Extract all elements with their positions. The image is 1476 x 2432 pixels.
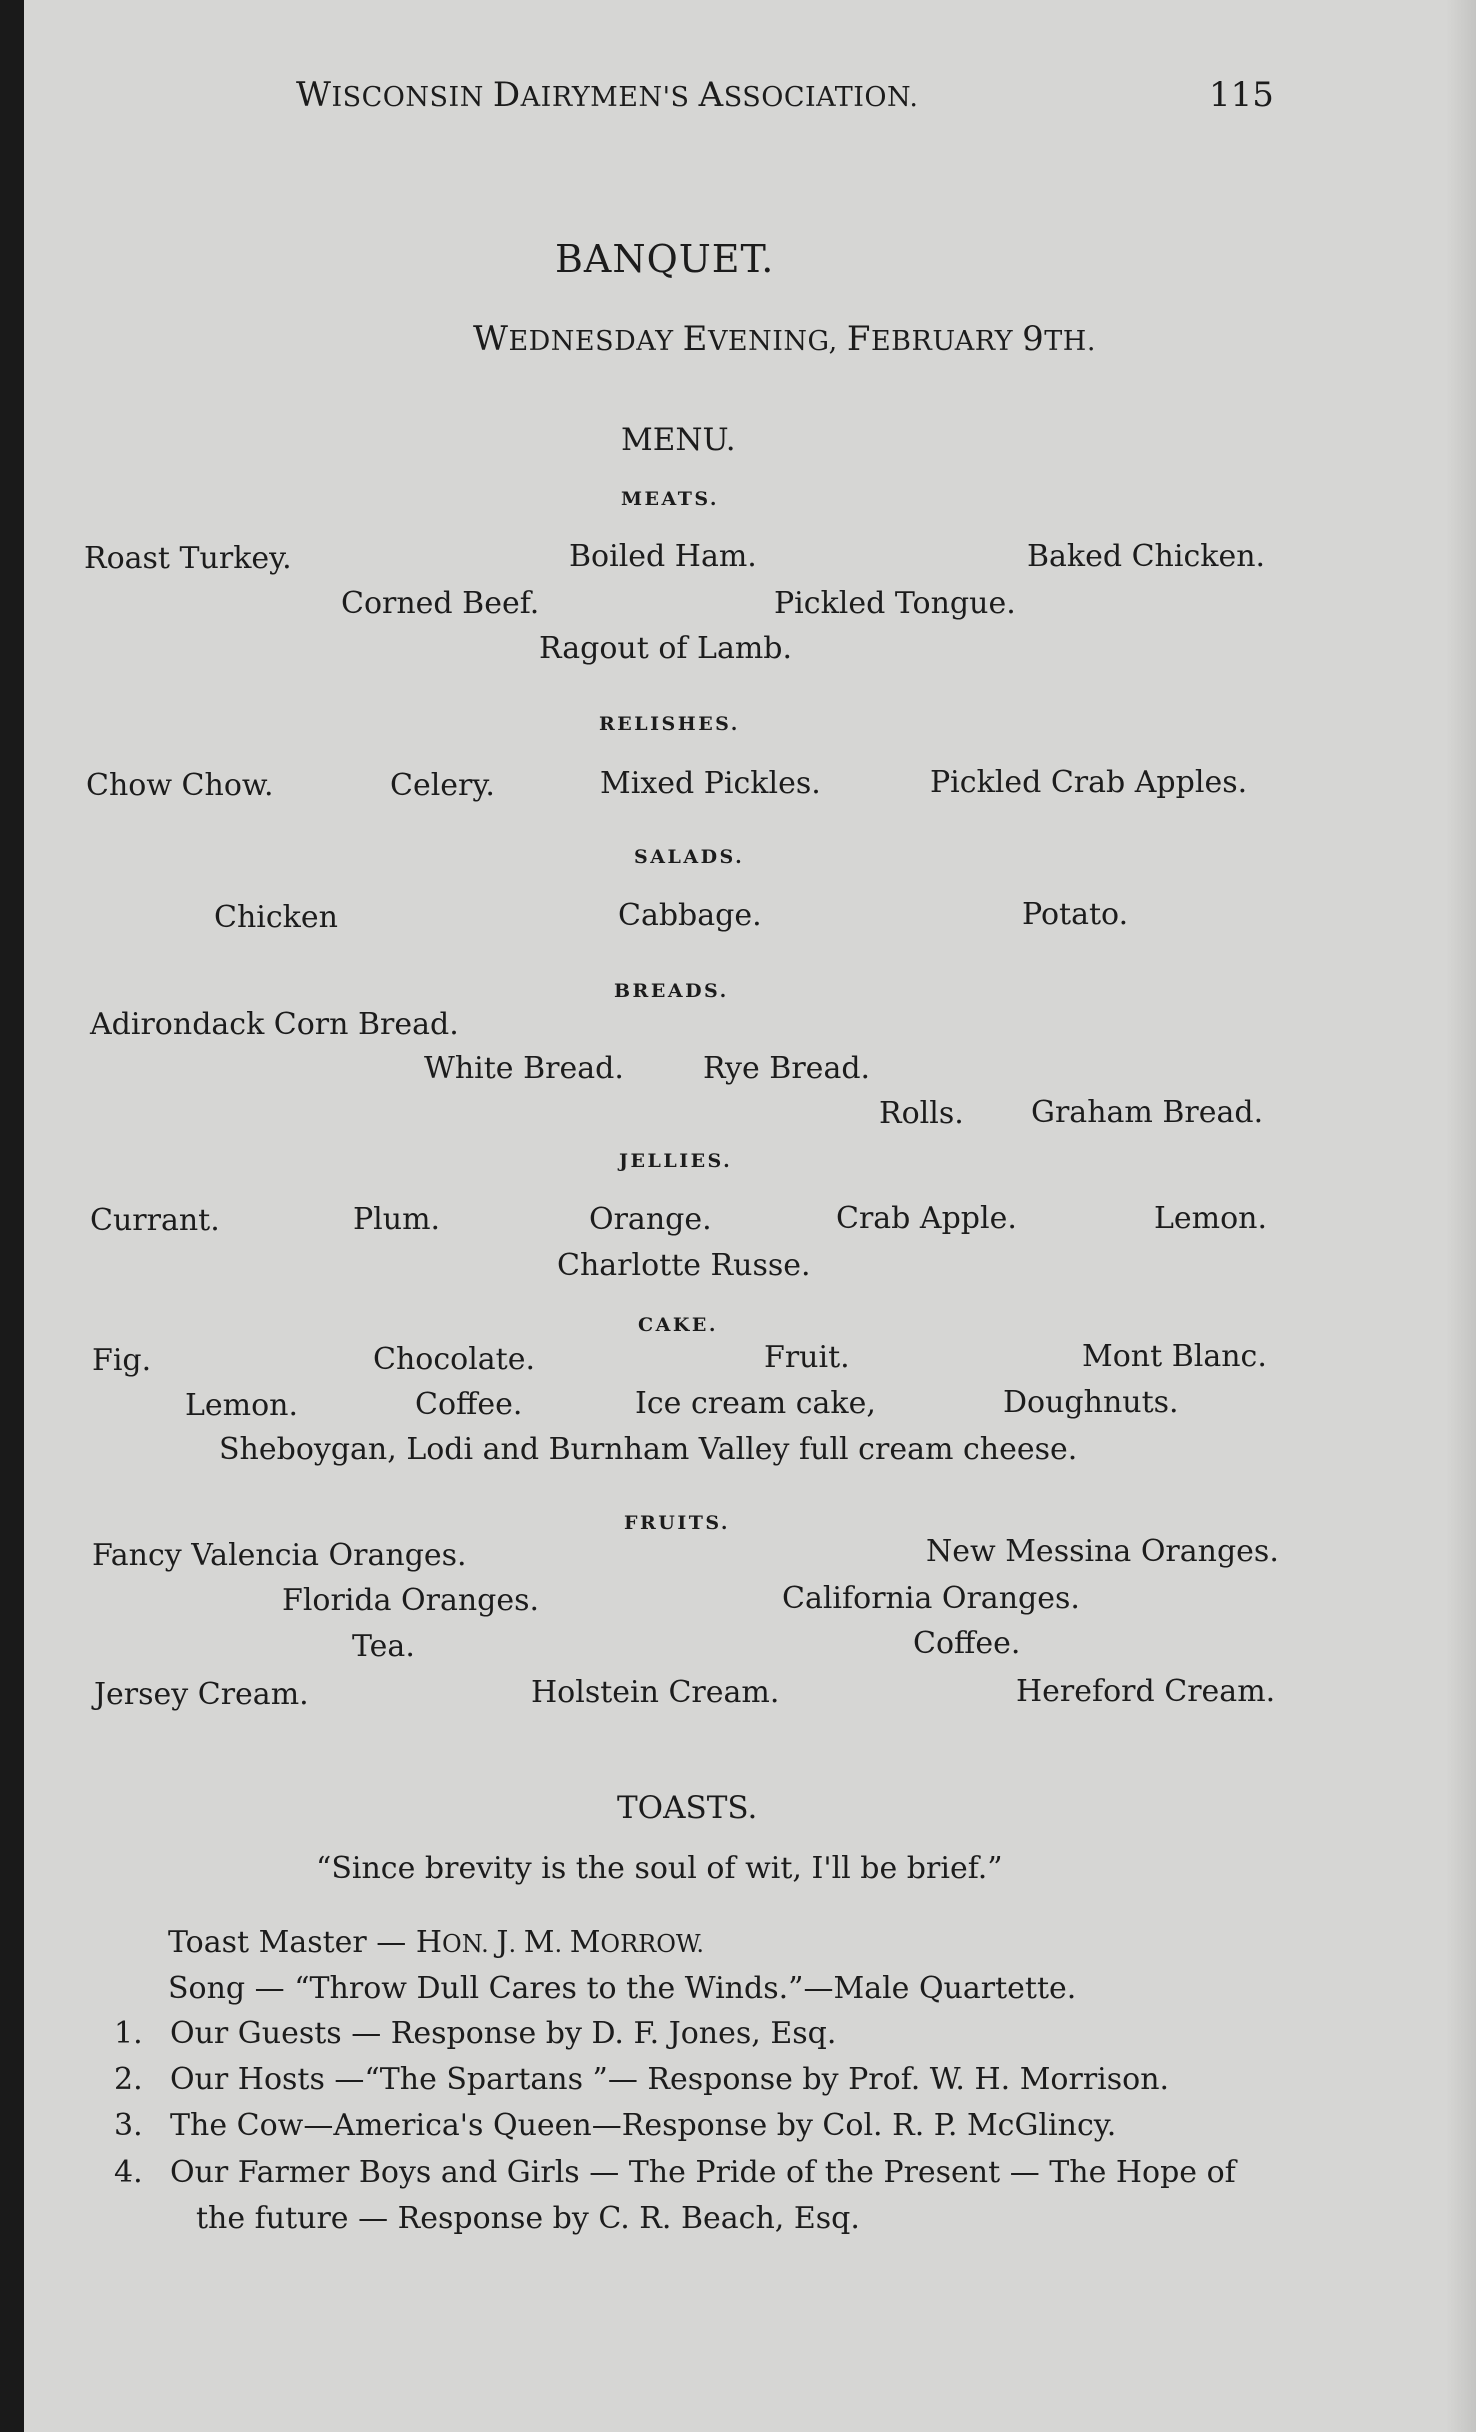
fruit-item: Holstein Cream. — [531, 1675, 780, 1710]
toast-master-line: Toast Master — HON. J. M. MORROW. — [168, 1925, 705, 1960]
cake-item: Sheboygan, Lodi and Burnham Valley full cream cheese. — [219, 1432, 1078, 1467]
fruit-item: Tea. — [352, 1629, 415, 1664]
page-edge-shadow — [1446, 0, 1476, 2432]
salad-item: Potato. — [1022, 897, 1129, 932]
relish-item: Chow Chow. — [86, 768, 274, 803]
menu-heading: MENU. — [621, 422, 736, 458]
toast-number: 4. — [114, 2155, 143, 2190]
cake-item: Coffee. — [415, 1387, 523, 1422]
toast-number: 1. — [114, 2016, 143, 2051]
bread-item: White Bread. — [424, 1051, 624, 1086]
cake-item: Doughnuts. — [1003, 1385, 1179, 1420]
toasts-heading: TOASTS. — [617, 1790, 758, 1826]
cake-item: Ice cream cake, — [635, 1386, 876, 1421]
bread-item: Adirondack Corn Bread. — [90, 1007, 459, 1042]
jellies-heading: JELLIES. — [619, 1150, 733, 1172]
fruit-item: New Messina Oranges. — [926, 1534, 1279, 1569]
bread-item: Graham Bread. — [1031, 1095, 1264, 1130]
toast-number: 3. — [114, 2108, 143, 2143]
meat-item: Pickled Tongue. — [774, 586, 1016, 621]
book-page — [24, 0, 1476, 2432]
cake-item: Chocolate. — [373, 1342, 536, 1377]
jelly-item: Currant. — [90, 1203, 220, 1238]
toast-number: 2. — [114, 2062, 143, 2097]
bread-item: Rye Bread. — [703, 1051, 871, 1086]
bread-item: Rolls. — [879, 1096, 964, 1131]
jelly-item: Crab Apple. — [836, 1201, 1017, 1236]
jelly-item: Plum. — [353, 1202, 441, 1237]
jelly-item: Charlotte Russe. — [557, 1248, 811, 1283]
fruit-item: Fancy Valencia Oranges. — [92, 1538, 467, 1573]
page-number: 115 — [1209, 75, 1274, 115]
fruit-item: Florida Oranges. — [282, 1583, 540, 1618]
cake-item: Mont Blanc. — [1082, 1339, 1267, 1374]
meat-item: Baked Chicken. — [1027, 539, 1266, 574]
meat-item: Boiled Ham. — [569, 539, 757, 574]
toast-item: The Cow—America's Queen—Response by Col. R. P. McGlincy. — [170, 2108, 1117, 2143]
cake-item: Fruit. — [764, 1340, 850, 1375]
fruit-item: California Oranges. — [782, 1581, 1080, 1616]
banquet-date: WEDNESDAY EVENING, FEBRUARY 9TH. — [473, 319, 1096, 359]
running-title: WISCONSIN DAIRYMEN'S ASSOCIATION. — [296, 75, 919, 115]
jelly-item: Orange. — [589, 1202, 712, 1237]
meat-item: Corned Beef. — [341, 586, 540, 621]
relishes-heading: RELISHES. — [599, 713, 740, 735]
toasts-epigraph: “Since brevity is the soul of wit, I'll be brief.” — [316, 1851, 1003, 1886]
salad-item: Chicken — [214, 900, 338, 935]
relish-item: Pickled Crab Apples. — [930, 765, 1248, 800]
meat-item: Ragout of Lamb. — [539, 631, 793, 666]
relish-item: Celery. — [390, 768, 495, 803]
fruit-item: Jersey Cream. — [94, 1677, 309, 1712]
salad-item: Cabbage. — [618, 898, 762, 933]
toast-item: Our Farmer Boys and Girls — The Pride of the Present — The Hope of — [170, 2155, 1236, 2190]
cake-heading: CAKE. — [638, 1314, 718, 1336]
toast-item: Our Guests — Response by D. F. Jones, Esq. — [170, 2016, 837, 2051]
toast-item: Our Hosts —“The Spartans ”— Response by Prof. W. H. Morrison. — [170, 2062, 1170, 2097]
fruit-item: Hereford Cream. — [1016, 1674, 1276, 1709]
meat-item: Roast Turkey. — [84, 541, 292, 576]
song-line: Song — “Throw Dull Cares to the Winds.”—Male Quartette. — [168, 1971, 1077, 2006]
relish-item: Mixed Pickles. — [600, 766, 821, 801]
breads-heading: BREADS. — [614, 980, 729, 1002]
salads-heading: SALADS. — [634, 846, 745, 868]
fruits-heading: FRUITS. — [624, 1512, 731, 1534]
toast-item-continuation: the future — Response by C. R. Beach, Esq. — [196, 2201, 860, 2236]
meats-heading: MEATS. — [621, 488, 720, 510]
fruit-item: Coffee. — [913, 1626, 1021, 1661]
cake-item: Fig. — [92, 1343, 152, 1378]
cake-item: Lemon. — [185, 1388, 299, 1423]
banquet-title: BANQUET. — [555, 237, 775, 281]
jelly-item: Lemon. — [1154, 1201, 1268, 1236]
